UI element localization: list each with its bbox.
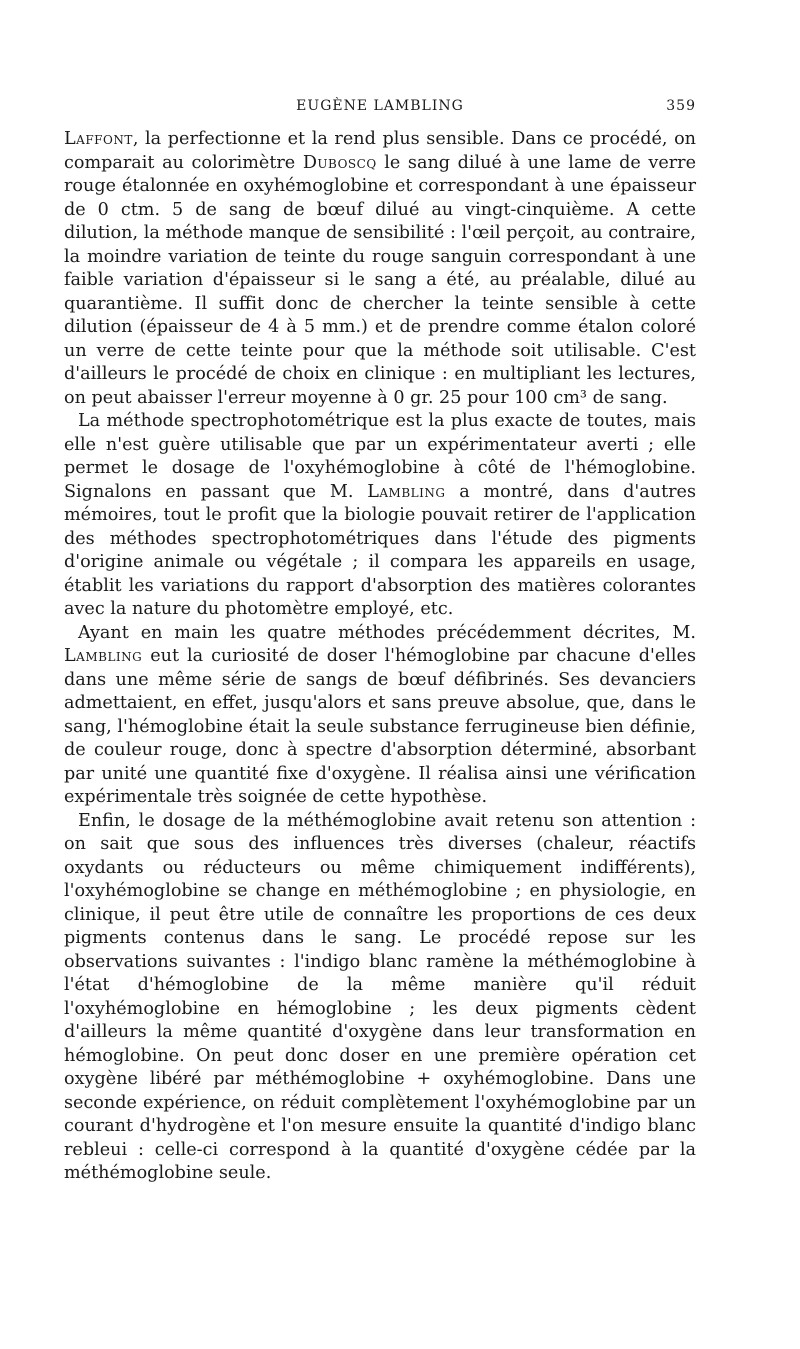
paragraph-text: Enfin, le dosage de la méthémoglobine avait retenu son attention : on sait que sous des influences très diverses (chaleur, réactifs oxydants ou réducteurs ou même chimiquement indifférents), l'oxyhémoglobine se change en méthémoglobine ; en physiologie, en clinique, il peut être utile de connaître les proportions de ces deux pigments contenus dans le sang. Le procédé repose sur les observations suivantes : l'indigo blanc ramène la méthémoglobine à l'état d'hémoglobine de la même manière qu'il réduit l'oxyhémoglobine en hémoglobine ; les deux pigments cèdent d'ailleurs la même quantité d'oxygène dans leur transformation en hémoglobine. On peut donc doser en une première opération cet oxygène libéré par méthémoglobine + oxyhémoglobine. Dans une seconde expérience, on réduit complètement l'oxyhémoglobine par un courant d'hydrogène et l'on mesure ensuite la quantité d'indigo blanc rebleui : celle-ci correspond à la quantité d'oxygène cédée par la méthémoglobine seule. [64, 810, 696, 1183]
author-name: Duboscq [302, 152, 377, 173]
paragraph-text: , la perfectionne et la rend plus sensible. Dans ce procédé, on comparait au colorimètre [64, 129, 696, 173]
paragraph-text: eut la curiosité de doser l'hémoglobine par chacune d'elles dans une même série de sangs de bœuf défibrinés. Ses devanciers admettaient, en effet, jusqu'alors et sans preuve absolue, que, dans le sang, l'hémoglobine était la seule substance ferrugineuse bien définie, de couleur rouge, donc à spectre d'absorption déterminé, absorbant par unité une quantité fixe d'oxygène. Il réalisa ainsi une vérification expérimentale très soignée de cette hypothèse. [64, 646, 696, 807]
paragraph-methemoglobin [64, 810, 696, 1186]
paragraph-comparison [64, 622, 696, 810]
author-name: Lambling [64, 646, 143, 666]
paragraph-text: a montré, dans d'autres mémoires, tout le profit que la biologie pouvait retirer de l'application des méthodes spectrophotométriques dans l'étude des pigments d'origine animale ou végétale ; il compara les appareils en usage, établit les variations du rapport d'absorption des matières colorantes avec la nature du photomètre employé, etc. [64, 481, 696, 619]
paragraph-spectrophotometric [64, 410, 696, 622]
author-name: Laffont [64, 129, 133, 149]
paragraph-colorimetric [64, 128, 696, 410]
body-text [64, 128, 696, 1186]
author-name: Lambling [367, 481, 446, 502]
paragraph-text: Ayant en main les quatre méthodes précédemment décrites, M. [78, 622, 696, 643]
paragraph-text: le sang dilué à une lame de verre rouge étalonnée en oxyhémoglobine et correspondant à une épaisseur de 0 ctm. 5 de sang de bœuf dilué au vingt-cinquième. A cette dilution, la méthode manque de sensibilité : l'œil perçoit, au contraire, la moindre variation de teinte du rouge sanguin correspondant à une faible variation d'épaisseur si le sang a été, au préalable, dilué au quarantième. Il suffit donc de chercher la teinte sensible à cette dilution (épaisseur de 4 à 5 mm.) et de prendre comme étalon coloré un verre de cette teinte pour que la méthode soit utilisable. C'est d'ailleurs le procédé de choix en clinique : en multipliant les lectures, on peut abaisser l'erreur moyenne à 0 gr. 25 pour 100 cm³ de sang. [64, 152, 697, 408]
running-head [64, 98, 696, 120]
page-number: 359 [666, 98, 696, 114]
running-title: EUGÈNE LAMBLING [296, 98, 464, 114]
paragraph-text: La méthode spectrophotométrique est la plus exacte de toutes, mais elle n'est guère utilisable que par un expérimentateur averti ; elle permet le dosage de l'oxyhémoglobine à côté de l'hémoglobine. Signalons en passant que M. [64, 411, 696, 502]
